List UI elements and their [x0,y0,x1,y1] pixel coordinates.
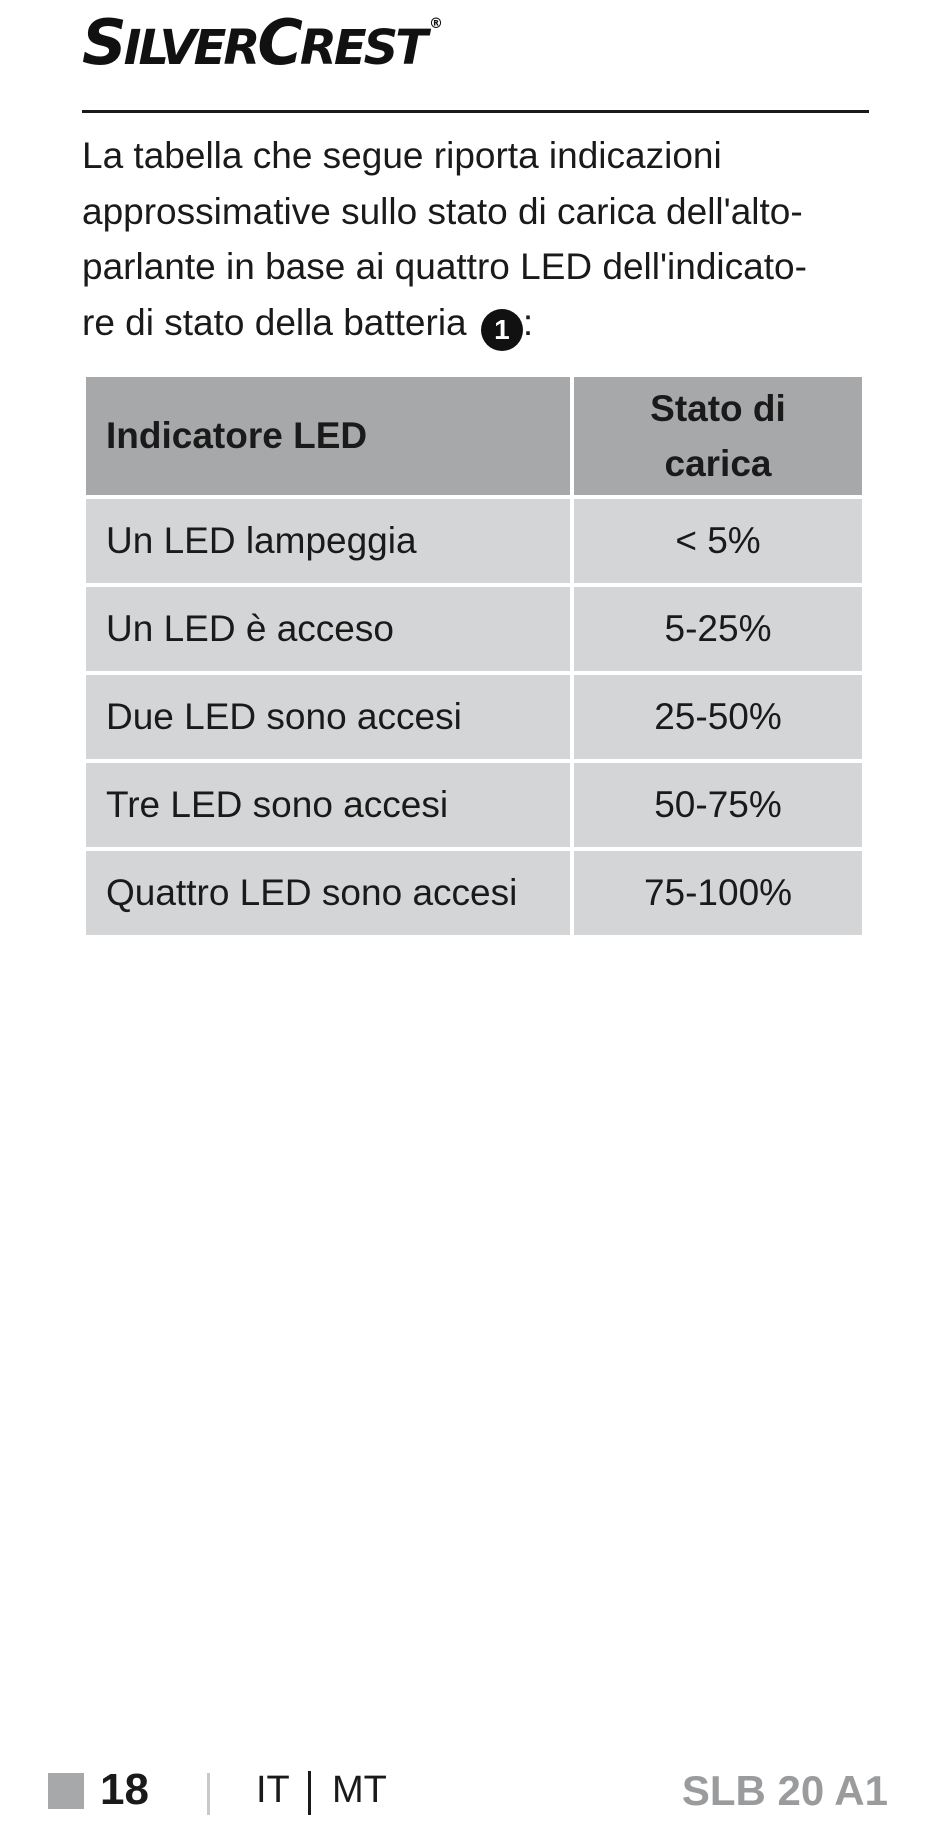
model-number: SLB 20 A1 [681,1767,888,1814]
intro-line: parlante in base ai quattro LED dell'indicato- [82,246,807,287]
table-row [86,675,862,759]
intro-line: La tabella che segue riporta indicazioni [82,135,722,176]
footer-divider [207,1773,210,1815]
cell-led-indicator: Un LED è acceso [86,587,570,671]
page-footer [0,1765,950,1835]
item-number-badge: 1 [481,309,523,351]
intro-line: approssimative sullo stato di carica dell'alto- [82,190,803,232]
cell-led-indicator: Un LED lampeggia [86,499,570,583]
page-number: 18 [100,1765,149,1814]
led-status-table [82,373,866,939]
brand-logo: SILVERCREST ® [82,6,443,79]
page-marker-square [48,1773,84,1809]
header-led-indicator: Indicatore LED [86,377,570,495]
cell-led-indicator: Quattro LED sono accesi [86,851,570,935]
table-row [86,587,862,671]
cell-charge-state: 5-25% [574,587,862,671]
cell-led-indicator: Due LED sono accesi [86,675,570,759]
table-row [86,851,862,935]
cell-charge-state: < 5% [574,499,862,583]
table-header-row [86,377,862,495]
header-rule [82,110,869,113]
language-code: MT [332,1769,387,1811]
table-row [86,499,862,583]
intro-paragraph [82,128,882,351]
table-row [86,763,862,847]
cell-led-indicator: Tre LED sono accesi [86,763,570,847]
intro-line-last: re di stato della batteria 1 : [82,295,882,351]
cell-charge-state: 75-100% [574,851,862,935]
header-charge-state: Stato di carica [574,377,862,495]
language-divider [308,1771,311,1815]
language-code: IT [256,1769,290,1811]
cell-charge-state: 50-75% [574,763,862,847]
cell-charge-state: 25-50% [574,675,862,759]
